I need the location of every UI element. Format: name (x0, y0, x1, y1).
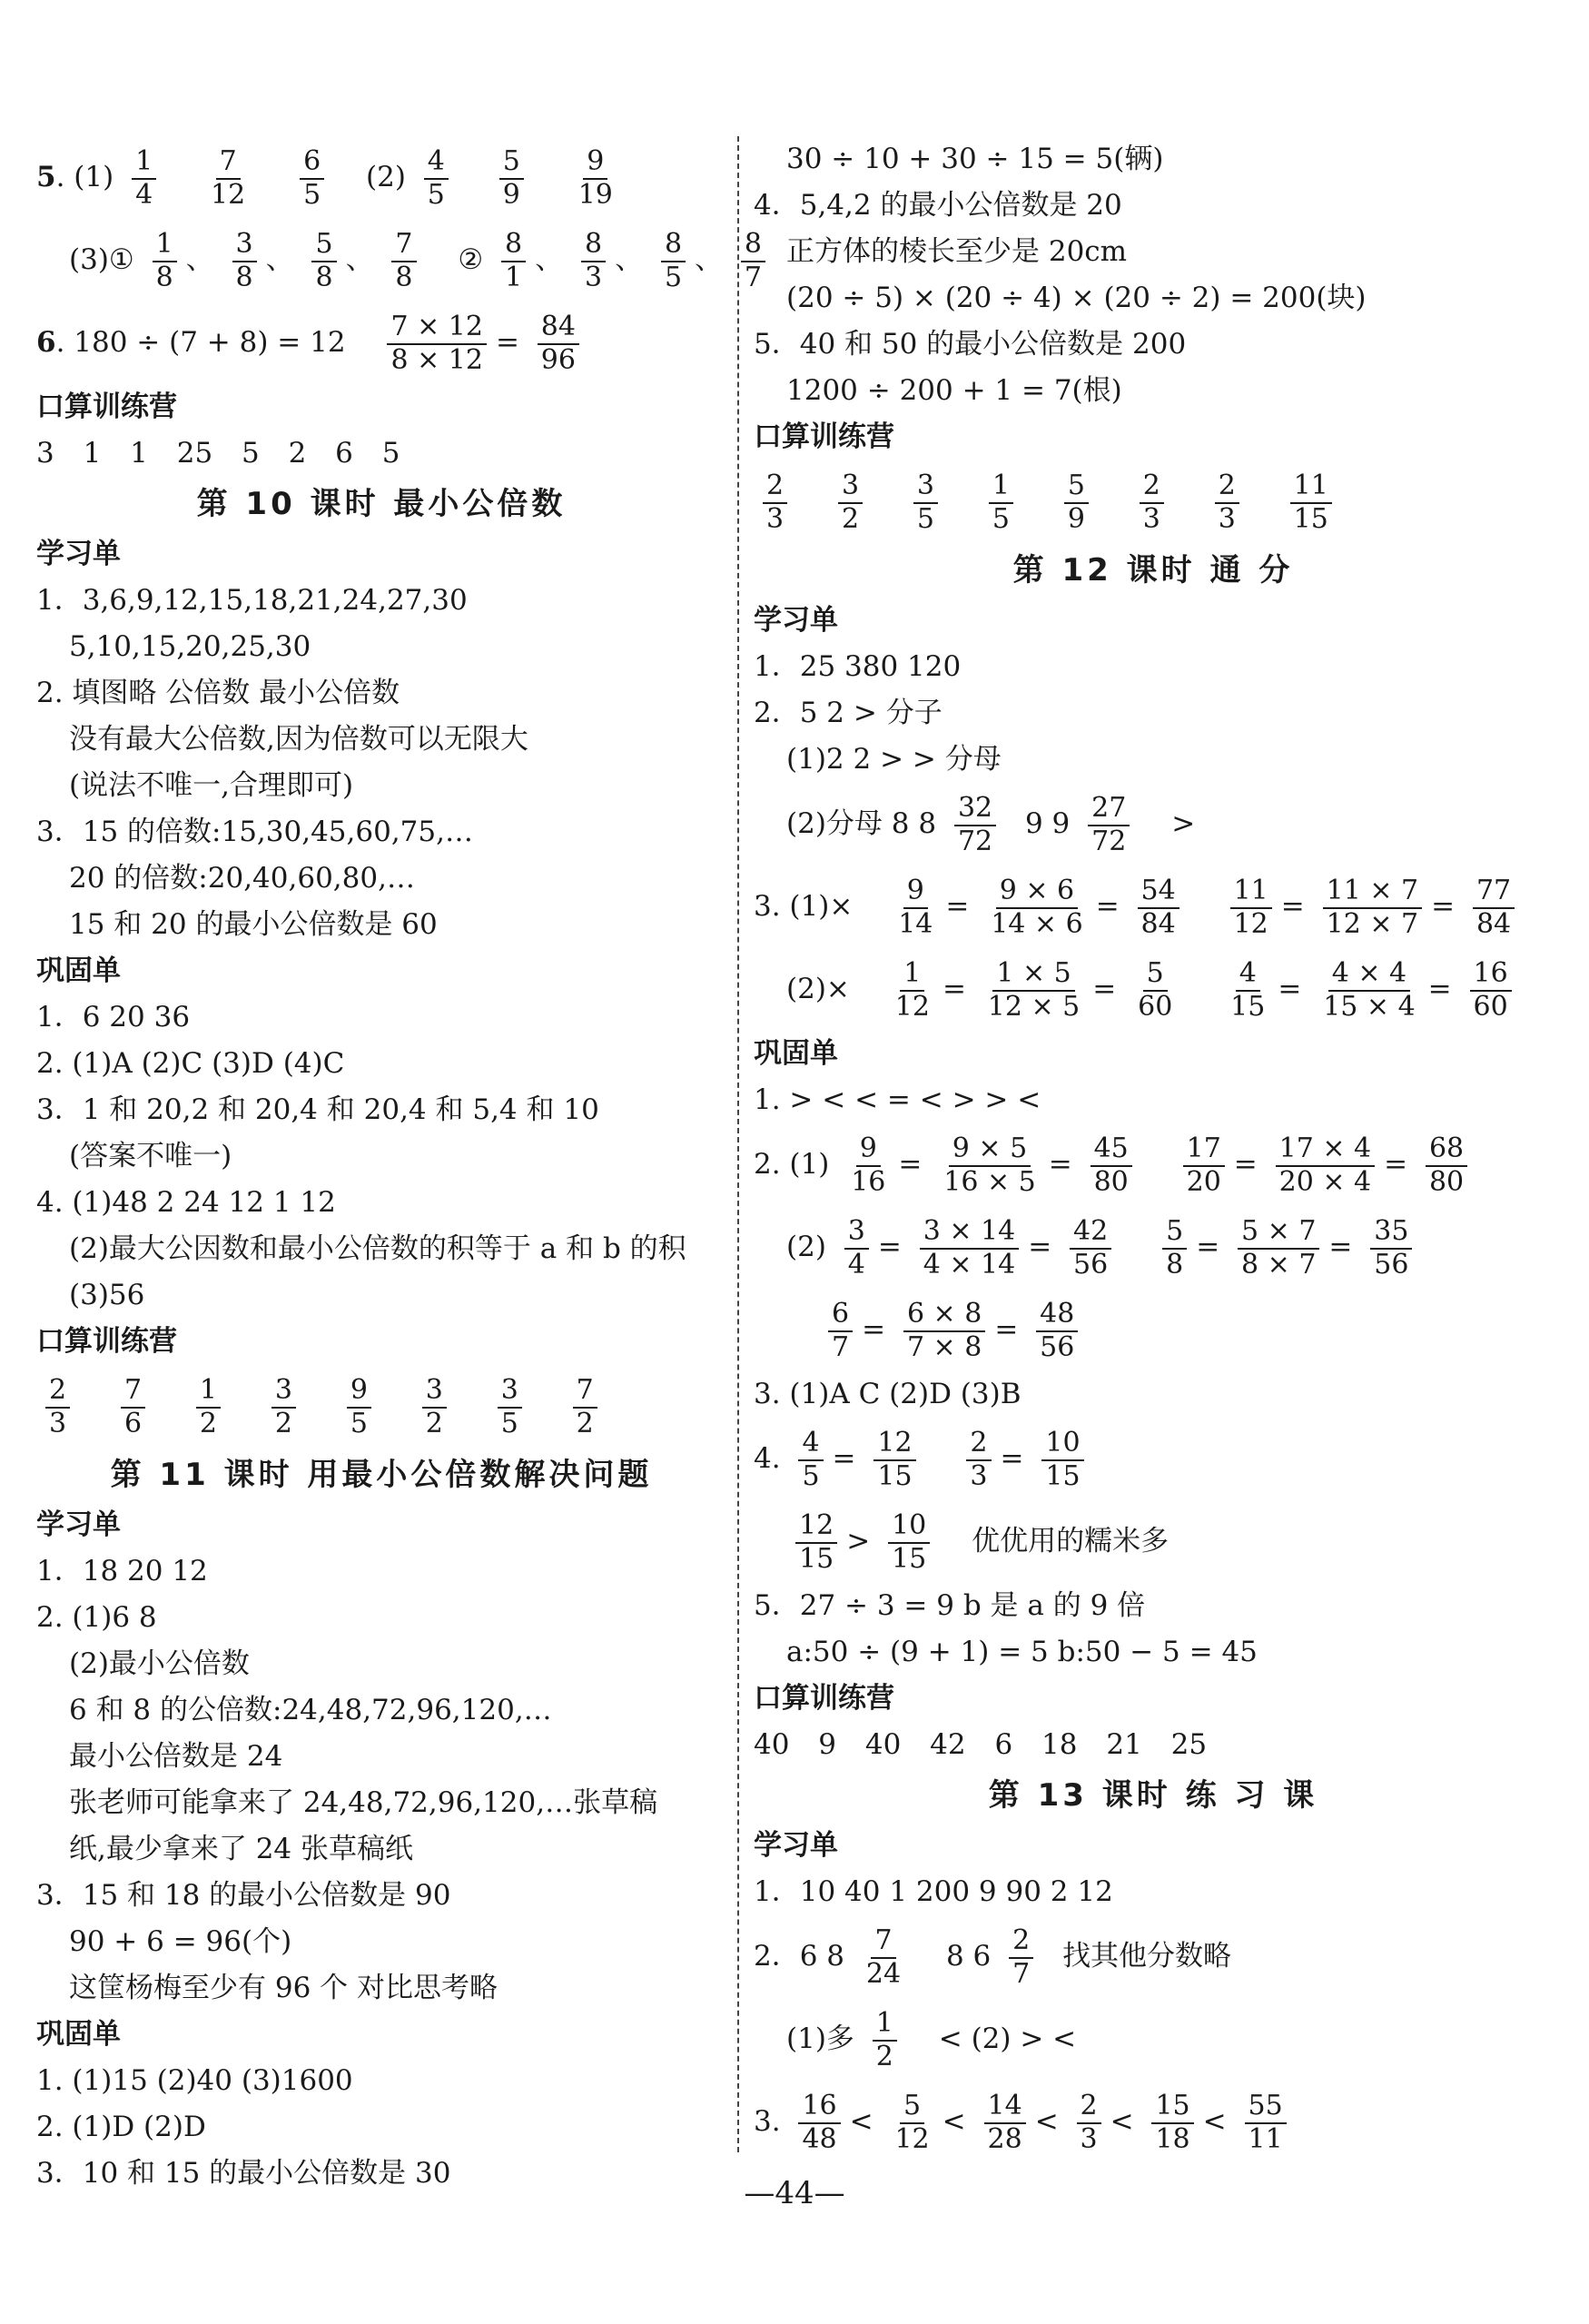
answer-line: 3．10 和 15 的最小公倍数是 30 (36, 2157, 451, 2190)
fraction: $\frac{32}{72}$ (954, 793, 996, 857)
answer-line: 1．6 20 36 (36, 1001, 191, 1033)
fraction: $\frac{1}{4}$ (132, 146, 156, 211)
answer-line: (说法不唯一,合理即可) (69, 769, 354, 802)
fraction: $\frac{12}{15}$ (795, 1510, 837, 1575)
answer-line: 20 的倍数:20,40,60,80,… (69, 862, 415, 895)
answer-line: (2)最大公因数和最小公倍数的积等于 a 和 b 的积 (69, 1232, 686, 1265)
answer-line: 30 ÷ 10 + 30 ÷ 15 = 5(辆) (786, 143, 1164, 175)
fraction: $\frac{7}{12}$ (211, 145, 246, 211)
answer-line: 正方体的棱长至少是 20cm (786, 235, 1128, 268)
fraction: $\frac{84}{96}$ (538, 312, 579, 376)
fraction: $\frac{3}{4}$ (844, 1216, 869, 1281)
answer-line: 1. > < < = < > > < (754, 1083, 1041, 1116)
answer-line: (1)2 2 > > 分母 (786, 743, 1002, 776)
fraction: $\frac{16}{60}$ (1470, 958, 1512, 1023)
fraction: $\frac{3}{5}$ (498, 1375, 522, 1439)
answer-line: 纸,最少拿来了 24 张草稿纸 (69, 1833, 414, 1865)
lesson-title: 第 10 课时 最小公倍数 (196, 486, 567, 522)
answer-line: 4. $\frac{4}{5}$ = $\frac{12}{15}$ $\frac{2}{3}$ = $\frac{10}{15}$ (754, 1418, 1553, 1500)
fraction: $\frac{2}{3}$ (966, 1428, 991, 1492)
fraction: $\frac{3}{8}$ (232, 229, 257, 293)
answer-line: 3．15 和 18 的最小公倍数是 90 (36, 1879, 451, 1912)
answer-line: 2．5 2 > 分子 (754, 697, 943, 729)
oral-fractions (36, 1365, 726, 1448)
answer-line: 2. (1)6 8 (36, 1601, 157, 1634)
fraction: $\frac{10}{15}$ (888, 1510, 930, 1575)
answer-line: 5,10,15,20,25,30 (69, 630, 311, 663)
answer-line: 1．3,6,9,12,15,18,21,24,27,30 (36, 584, 468, 617)
fraction: $\frac{4}{5}$ (424, 146, 449, 211)
fraction: $\frac{10}{15}$ (1041, 1428, 1083, 1492)
answer-line: 90 + 6 = 96(个) (69, 1925, 292, 1958)
fraction: $\frac{6}{5}$ (300, 146, 324, 211)
fraction: $\frac{9}{19}$ (577, 145, 613, 211)
answer-line: 3. (1)× $\frac{9}{14}$ = $\frac{9 \times 6}{14 \times 6}$ = $\frac{54}{84}$ $\frac{11}{12}$ = $\frac{11 \times 7}{12 \times 7}$ = $\frac{77}{84}$ (754, 865, 1553, 948)
fraction: $\frac{1}{2}$ (873, 2008, 897, 2072)
answer-line: (2)× $\frac{1}{12}$ = $\frac{1 \times 5}{12 \times 5}$ = $\frac{5}{60}$ $\frac{4}{15}$ = $\frac{4 \times 4}{15 \times 4}$ = $\frac{16}{60}$ (754, 948, 1553, 1031)
fraction: $\frac{8}{5}$ (661, 229, 686, 293)
fraction: $\frac{2}{3}$ (45, 1375, 70, 1439)
fraction: $\frac{5}{9}$ (499, 146, 524, 211)
answer-line: 4．5,4,2 的最小公倍数是 20 (754, 189, 1122, 222)
fraction: $\frac{9}{14}$ (898, 875, 933, 940)
answer-line: 3. (1)A C (2)D (3)B (754, 1378, 1022, 1410)
oral-answers: 3 1 1 25 5 2 6 5 (36, 437, 400, 470)
fraction: $\frac{5}{12}$ (894, 2090, 930, 2155)
fraction: $\frac{5}{8}$ (1162, 1216, 1187, 1281)
fraction: $\frac{11 \times 7}{12 \times 7}$ (1323, 875, 1422, 940)
fraction: $\frac{1}{8}$ (153, 229, 177, 293)
answer-line: 1．25 380 120 (754, 650, 962, 683)
answer-line: 4. (1)48 2 24 12 1 12 (36, 1186, 336, 1219)
section-heading: 学习单 (36, 538, 121, 570)
left-column (36, 136, 762, 2197)
answer-line: 2．6 8 $\frac{7}{24}$ 8 6 $\frac{2}{7}$ 找其他分数略 (754, 1924, 1232, 1990)
fraction: $\frac{7}{2}$ (573, 1375, 597, 1439)
answer-line: (2) $\frac{3}{4}$ = $\frac{3 \times 14}{4 \times 14}$ = $\frac{42}{56}$ $\frac{5}{8}$ = $\frac{5 \times 7}{8 \times 7}$ = $\frac{35}{56}$ (754, 1206, 1553, 1289)
fraction: $\frac{11}{12}$ (1230, 875, 1272, 940)
section-heading: 学习单 (36, 1508, 121, 1541)
fraction: $\frac{45}{80}$ (1091, 1133, 1132, 1198)
answer-line: 2. (1)D (2)D (36, 2111, 206, 2143)
fraction: $\frac{5}{9}$ (1064, 470, 1089, 535)
fraction: $\frac{68}{80}$ (1426, 1133, 1467, 1198)
fraction: $\frac{3}{2}$ (838, 470, 863, 535)
fraction: $\frac{9}{5}$ (347, 1375, 371, 1439)
answer-line: 1. (1)15 (2)40 (3)1600 (36, 2064, 353, 2097)
section-heading: 口算训练营 (36, 391, 177, 423)
fraction: $\frac{2}{7}$ (1009, 1925, 1033, 1990)
answer-line: $\frac{12}{15}$ > $\frac{10}{15}$ 优优用的糯米多 (754, 1500, 1553, 1583)
lesson-title: 第 12 课时 通 分 (1012, 552, 1294, 588)
answer-line: 3. $\frac{16}{48}$ < $\frac{5}{12}$ < $\frac{14}{28}$ < $\frac{2}{3}$ < $\frac{15}{18}$ < $\frac{55}{11}$ (754, 2081, 1553, 2163)
fraction: $\frac{14}{28}$ (984, 2091, 1026, 2155)
answer-line: (3)56 (69, 1279, 145, 1311)
fraction: $\frac{54}{84}$ (1138, 875, 1179, 940)
fraction: $\frac{6 \times 8}{7 \times 8}$ (903, 1299, 985, 1363)
answer-line: 3．15 的倍数:15,30,45,60,75,… (36, 816, 473, 848)
fraction: $\frac{9}{16}$ (851, 1132, 886, 1198)
fraction: $\frac{2}{3}$ (1140, 470, 1164, 535)
answer-line: 这筐杨梅至少有 96 个 对比思考略 (69, 1972, 498, 2004)
fraction: $\frac{2}{3}$ (1215, 470, 1239, 535)
fraction: $\frac{8}{1}$ (501, 229, 526, 293)
answer-line: 6 和 8 的公倍数:24,48,72,96,120,… (69, 1694, 552, 1726)
answer-line: (2)最小公倍数 (69, 1647, 250, 1680)
fraction: $\frac{11}{15}$ (1290, 470, 1332, 535)
answer-line: 2. 填图略 公倍数 最小公倍数 (36, 677, 400, 709)
answer-line: (20 ÷ 5) × (20 ÷ 4) × (20 ÷ 2) = 200(块) (786, 282, 1367, 314)
fraction: $\frac{9 \times 6}{14 \times 6}$ (991, 875, 1083, 940)
section-heading: 巩固单 (36, 2018, 121, 2051)
fraction: $\frac{5}{60}$ (1138, 957, 1173, 1023)
fraction: $\frac{7}{8}$ (391, 229, 416, 293)
fraction: $\frac{48}{56}$ (1036, 1299, 1078, 1363)
oral-fractions (754, 460, 1553, 543)
fraction: $\frac{4}{5}$ (798, 1428, 823, 1492)
answer-5-3: (3)① $\frac{1}{8}$ 、 $\frac{3}{8}$ 、 $\frac{5}{8}$ 、 $\frac{7}{8}$ ② $\frac{8}{1}$ 、 $\frac{8}{3}$ 、 $\frac{8}{5}$ 、 $\frac{8}{7}$ (36, 219, 726, 302)
fraction: $\frac{1}{5}$ (989, 470, 1013, 535)
answer-line: 1．18 20 12 (36, 1555, 208, 1587)
answer-5: 5. (1) $\frac{1}{4}$ $\frac{7}{12}$ $\frac{6}{5}$ (2) $\frac{4}{5}$ $\frac{5}{9}$ $\frac{9}{19}$ (36, 136, 726, 219)
fraction: $\frac{55}{11}$ (1245, 2091, 1287, 2155)
answer-line: 张老师可能拿来了 24,48,72,96,120,…张草稿 (69, 1786, 658, 1819)
fraction: $\frac{8}{7}$ (741, 229, 765, 293)
answer-line: a:50 ÷ (9 + 1) = 5 b:50 − 5 = 45 (786, 1636, 1258, 1668)
answer-line: $\frac{6}{7}$ = $\frac{6 \times 8}{7 \times 8}$ = $\frac{48}{56}$ (754, 1289, 1553, 1371)
fraction: $\frac{7}{6}$ (121, 1375, 145, 1439)
lesson-title: 第 11 课时 用最小公倍数解决问题 (110, 1457, 653, 1493)
section-heading: 巩固单 (36, 954, 121, 987)
fraction: $\frac{3}{2}$ (271, 1375, 296, 1439)
fraction: $\frac{3}{5}$ (913, 470, 938, 535)
oral-answers: 40 9 40 42 6 18 21 25 (754, 1728, 1208, 1761)
answer-line: 3．1 和 20,2 和 20,4 和 20,4 和 5,4 和 10 (36, 1093, 599, 1126)
fraction: $\frac{7 \times 12}{8 \times 12}$ (387, 312, 486, 376)
answer-line: 1．10 40 1 200 9 90 2 12 (754, 1875, 1113, 1908)
column-divider (737, 136, 739, 2152)
answer-line: 5．27 ÷ 3 = 9 b 是 a 的 9 倍 (754, 1589, 1146, 1622)
section-heading: 口算训练营 (754, 420, 894, 453)
section-heading: 口算训练营 (36, 1325, 177, 1358)
answer-line: 5．40 和 50 的最小公倍数是 200 (754, 328, 1187, 361)
answer-line: (1)多 $\frac{1}{2}$ < (2) > < (786, 2007, 1077, 2072)
fraction: $\frac{16}{48}$ (798, 2091, 840, 2155)
answer-line: 最小公倍数是 24 (69, 1740, 283, 1773)
answer-line: 2. (1) $\frac{9}{16}$ = $\frac{9 \times 5}{16 \times 5}$ = $\frac{45}{80}$ $\frac{17}{20}$ = $\frac{17 \times 4}{20 \times 4}$ = $\frac{68}{80}$ (754, 1123, 1553, 1206)
page-number: —44— (744, 2175, 845, 2211)
fraction: $\frac{77}{84}$ (1473, 875, 1515, 940)
fraction: $\frac{1}{2}$ (196, 1375, 221, 1439)
fraction: $\frac{12}{15}$ (873, 1428, 915, 1492)
section-heading: 学习单 (754, 1829, 838, 1862)
fraction: $\frac{42}{56}$ (1070, 1216, 1111, 1281)
fraction: $\frac{17 \times 4}{20 \times 4}$ (1276, 1133, 1375, 1198)
fraction: $\frac{5}{8}$ (311, 229, 336, 293)
section-heading: 学习单 (754, 604, 838, 637)
fraction: $\frac{1}{12}$ (894, 957, 930, 1023)
right-column (754, 136, 1553, 2163)
fraction: $\frac{8}{3}$ (581, 229, 606, 293)
answer-6: 6. 180 ÷ (7 + 8) = 12 $\frac{7 \times 12}{8 \times 12}$ = $\frac{84}{96}$ (36, 302, 726, 384)
lesson-title: 第 13 课时 练 习 课 (988, 1777, 1318, 1814)
fraction: $\frac{4}{15}$ (1230, 957, 1266, 1023)
section-heading: 巩固单 (754, 1037, 838, 1070)
fraction: $\frac{27}{72}$ (1088, 793, 1130, 857)
fraction: $\frac{17}{20}$ (1183, 1133, 1225, 1198)
fraction: $\frac{7}{24}$ (865, 1924, 902, 1990)
answer-line: 1200 ÷ 200 + 1 = 7(根) (786, 374, 1122, 407)
fraction: $\frac{2}{3}$ (763, 470, 787, 535)
answer-line: 15 和 20 的最小公倍数是 60 (69, 908, 438, 941)
fraction: $\frac{5 \times 7}{8 \times 7}$ (1238, 1216, 1319, 1281)
answer-line: (答案不唯一) (69, 1140, 232, 1172)
answer-line: 没有最大公倍数,因为倍数可以无限大 (69, 723, 528, 756)
fraction: $\frac{4 \times 4}{15 \times 4}$ (1323, 957, 1416, 1023)
fraction: $\frac{2}{3}$ (1077, 2091, 1101, 2155)
fraction: $\frac{3 \times 14}{4 \times 14}$ (920, 1216, 1019, 1281)
fraction: $\frac{15}{18}$ (1151, 2091, 1193, 2155)
section-heading: 口算训练营 (754, 1682, 894, 1715)
fraction: $\frac{3}{2}$ (422, 1375, 447, 1439)
fraction: $\frac{9 \times 5}{16 \times 5}$ (943, 1132, 1036, 1198)
fraction: $\frac{35}{56}$ (1370, 1216, 1412, 1281)
answer-line: 2. (1)A (2)C (3)D (4)C (36, 1047, 345, 1080)
fraction: $\frac{6}{7}$ (828, 1299, 853, 1363)
answer-line: (2)分母 8 8 $\frac{32}{72}$ 9 9 $\frac{27}{72}$ > (786, 792, 1196, 857)
fraction: $\frac{1 \times 5}{12 \times 5}$ (987, 957, 1081, 1023)
